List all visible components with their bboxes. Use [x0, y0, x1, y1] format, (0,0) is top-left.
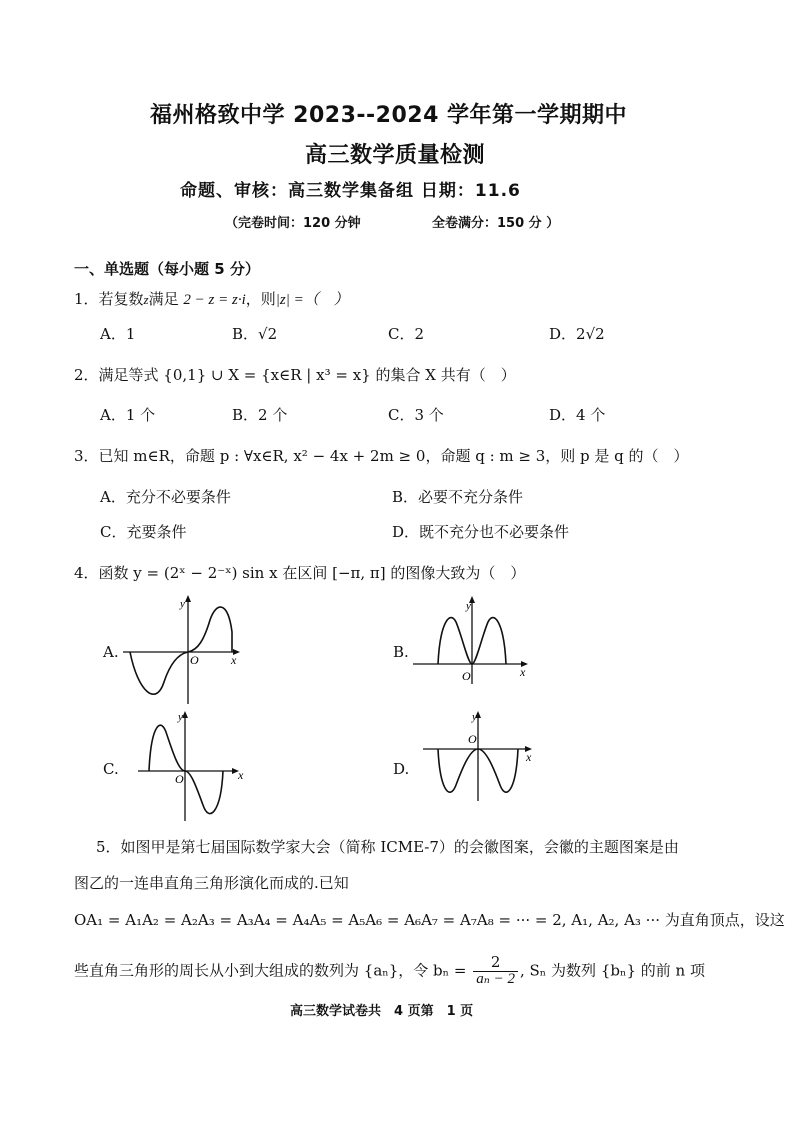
- q3-option-d: D．既不充分也不必要条件: [392, 523, 570, 541]
- q2-option-b: B．2 个: [232, 406, 288, 424]
- question-5-line-4: [74, 955, 705, 988]
- q1-option-c: C．2: [388, 325, 425, 343]
- q1-option-d-value: 2√2: [576, 325, 605, 343]
- q1-stem-b: 满足: [148, 290, 179, 308]
- exam-title: 福州格致中学 2023--2024 学年第一学期期中: [150, 103, 628, 128]
- q1-stem-c: ，则: [245, 290, 276, 308]
- graph-d-y-label: y: [472, 711, 477, 723]
- q1-option-b: B．√2: [232, 325, 278, 343]
- q5-line-4a: 些直角三角形的周长从小到大组成的数列为 {aₙ}，令 bₙ =: [74, 961, 467, 980]
- graph-c-origin: O: [175, 772, 184, 786]
- graph-b-origin: O: [462, 669, 471, 683]
- graph-a: [118, 592, 248, 712]
- question-1-stem: 1．若复数z满足 2 − z = z·i，则|z| =（ ）: [74, 290, 349, 308]
- question-3-stem: 3．已知 m∈R，命题 p : ∀x∈R, x² − 4x + 2m ≥ 0，命题 q : m ≥ 3，则 p 是 q 的（ ）: [74, 447, 689, 465]
- graph-b: [410, 592, 540, 687]
- graph-a-x-label: x: [231, 653, 237, 667]
- q2-option-d: D．4 个: [549, 406, 606, 424]
- question-5-line-1: 5．如图甲是第七届国际数学家大会（简称 ICME-7）的会徽图案，会徽的主题图案是由: [96, 838, 679, 856]
- graph-a-origin: O: [190, 653, 199, 667]
- q1-option-d: D．2√2: [549, 325, 605, 343]
- q5-line-4b: , Sₙ 为数列 {bₙ} 的前 n 项: [519, 961, 705, 980]
- graph-b-x-label: x: [520, 665, 526, 679]
- q4-label-c: C.: [103, 760, 119, 778]
- q2-option-a: A．1 个: [100, 406, 156, 424]
- graph-c-y-label: y: [178, 711, 183, 723]
- question-2-stem: 2．满足等式 {0,1} ∪ X = {x∈R | x³ = x} 的集合 X 共有（ ）: [74, 366, 516, 384]
- q1-expr: 2 − z = z·i: [183, 292, 246, 308]
- q2-option-c: C．3 个: [388, 406, 444, 424]
- exam-score: 全卷满分：150 分 ）: [432, 216, 560, 231]
- section-heading: 一、单选题（每小题 5 分）: [74, 260, 260, 278]
- q1-stem-a: 1．若复数: [74, 290, 144, 308]
- graph-b-y-label: y: [466, 600, 471, 612]
- q5-frac-num: 2: [473, 955, 518, 972]
- graph-d: [420, 705, 545, 805]
- q4-label-a: A.: [103, 643, 119, 661]
- exam-time: （完卷时间：120 分钟: [225, 216, 361, 231]
- question-5-line-3: OA₁ = A₁A₂ = A₂A₃ = A₃A₄ = A₄A₅ = A₅A₆ = A₆A₇ = A₇A₈ = ··· = 2, A₁, A₂, A₃ ··· 为直角顶点，设这: [74, 911, 785, 929]
- page-footer: 高三数学试卷共 4 页第 1 页: [290, 1004, 474, 1019]
- q1-option-b-value: √2: [258, 325, 278, 343]
- q3-option-b: B．必要不充分条件: [392, 488, 524, 506]
- question-4-stem: 4．函数 y = (2ˣ − 2⁻ˣ) sin x 在区间 [−π, π] 的图像大致为（ ）: [74, 564, 526, 582]
- q5-fraction: [473, 955, 518, 988]
- q3-option-a: A．充分不必要条件: [100, 488, 231, 506]
- exam-subtitle: 高三数学质量检测: [305, 143, 486, 168]
- graph-c-x-label: x: [238, 768, 244, 782]
- question-5-line-2: 图乙的一连串直角三角形演化而成的.已知: [74, 874, 349, 892]
- q5-frac-den: aₙ − 2: [476, 970, 515, 987]
- q1-option-a: A．1: [100, 325, 136, 343]
- graph-d-x-label: x: [526, 750, 532, 764]
- q4-label-d: D.: [393, 760, 410, 778]
- graph-c: [135, 705, 250, 825]
- exam-meta: 命题、审核：高三数学集备组 日期：11.6: [180, 181, 521, 201]
- graph-a-y-label: y: [180, 598, 185, 610]
- q3-option-c: C．充要条件: [100, 523, 187, 541]
- q1-stem-d: |z| =（ ）: [275, 292, 349, 308]
- graph-d-origin: O: [468, 732, 477, 746]
- q4-label-b: B.: [393, 643, 409, 661]
